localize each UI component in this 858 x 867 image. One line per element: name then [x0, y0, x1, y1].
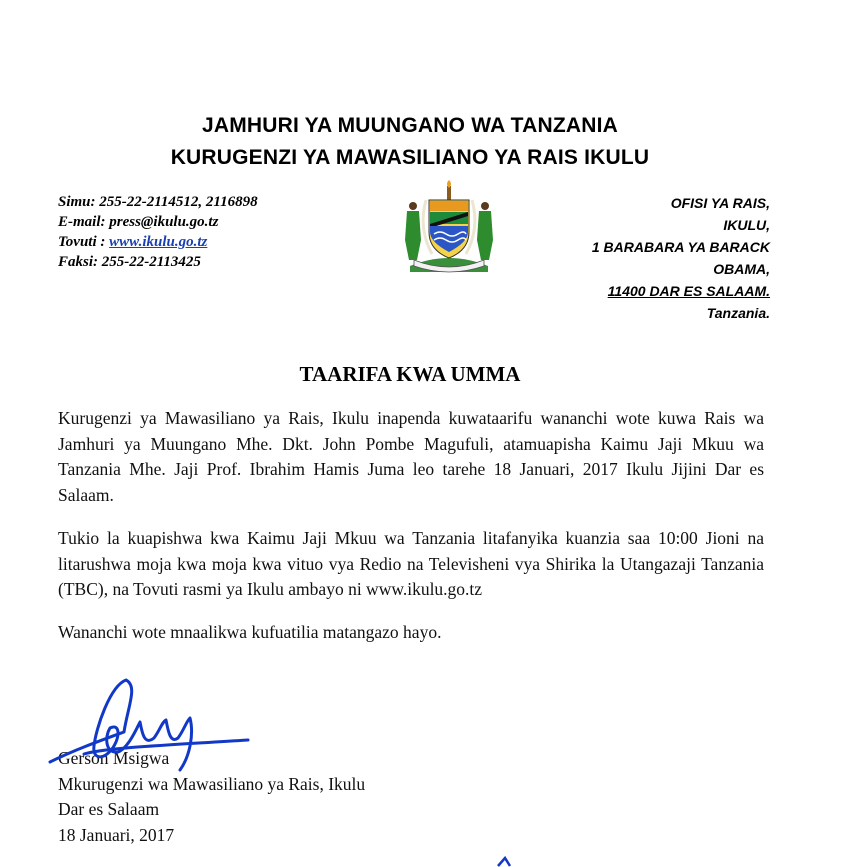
ink-mark-stroke: [498, 858, 510, 866]
website-label: Tovuti :: [58, 234, 110, 250]
emblem-left-figure-head: [409, 202, 417, 210]
emblem-shield-top-band: [430, 201, 468, 211]
handwritten-signature: [44, 676, 254, 776]
coat-of-arms-icon: [396, 180, 502, 276]
ink-mark: [496, 856, 512, 867]
address-line-office: OFISI YA RAIS,: [670, 195, 770, 211]
address-line-street-cont: OBAMA,: [713, 261, 770, 277]
address-line-street: 1 BARABARA YA BARACK: [591, 239, 770, 255]
emblem-left-figure-body: [405, 211, 421, 260]
emblem-right-figure-head: [481, 202, 489, 210]
document-title: TAARIFA KWA UMMA: [299, 362, 521, 386]
paragraph-broadcast: Tukio la kuapishwa kwa Kaimu Jaji Mkuu wa Tanzania litafanyika kuanzia saa 10:00 Jioni na litarushwa moja kwa moja kwa vituo vya Redio na Televisheni vya Shirika la Utangazaji Tanzania (TBC), na Tovuti rasmi ya Ikulu ambayo ni www.ikulu.go.tz: [58, 528, 764, 599]
signatory-position: Mkurugenzi wa Mawasiliano ya Rais, Ikulu: [58, 773, 366, 794]
address-line-country: Tanzania.: [706, 305, 770, 321]
emblem-torch: [447, 186, 451, 200]
emblem-right-figure-body: [477, 211, 493, 260]
website-line: [58, 232, 258, 252]
signatory-name: Gerson Msigwa: [58, 748, 170, 768]
paragraph-invitation: Wananchi wote mnaalikwa kufuatilia matangazo hayo.: [58, 622, 442, 642]
address-line-city: 11400 DAR ES SALAAM.: [607, 283, 770, 299]
signoff-date: 18 Januari, 2017: [58, 824, 175, 845]
website-link[interactable]: www.ikulu.go.tz: [109, 234, 208, 250]
header-title-directorate: KURUGENZI YA MAWASILIANO YA RAIS IKULU: [170, 146, 650, 169]
header-title-republic: JAMHURI YA MUUNGANO WA TANZANIA: [201, 114, 619, 137]
paragraph-announcement: Kurugenzi ya Mawasiliano ya Rais, Ikulu inapenda kuwataarifu wananchi wote kuwa Rais wa Jamhuri ya Muungano Mhe. Dkt. John Pombe Magufuli, atamuapisha Kaimu Jaji Mkuu wa Tanzania Mhe. Jaji Prof. Ibrahim Hamis Juma leo tarehe 18 Januari, 2017 Ikulu Jijini Dar es Salaam.: [58, 408, 764, 505]
signoff-place: Dar es Salaam: [58, 799, 160, 819]
contact-block: [58, 192, 258, 272]
fax-line: Faksi: 255-22-2113425: [58, 254, 201, 270]
signature-stroke: [50, 680, 248, 770]
address-block: [592, 192, 770, 324]
email-line: E-mail: press@ikulu.go.tz: [58, 214, 219, 230]
phone-line: Simu: 255-22-2114512, 2116898: [58, 194, 258, 210]
address-line-ikulu: IKULU,: [723, 217, 770, 233]
